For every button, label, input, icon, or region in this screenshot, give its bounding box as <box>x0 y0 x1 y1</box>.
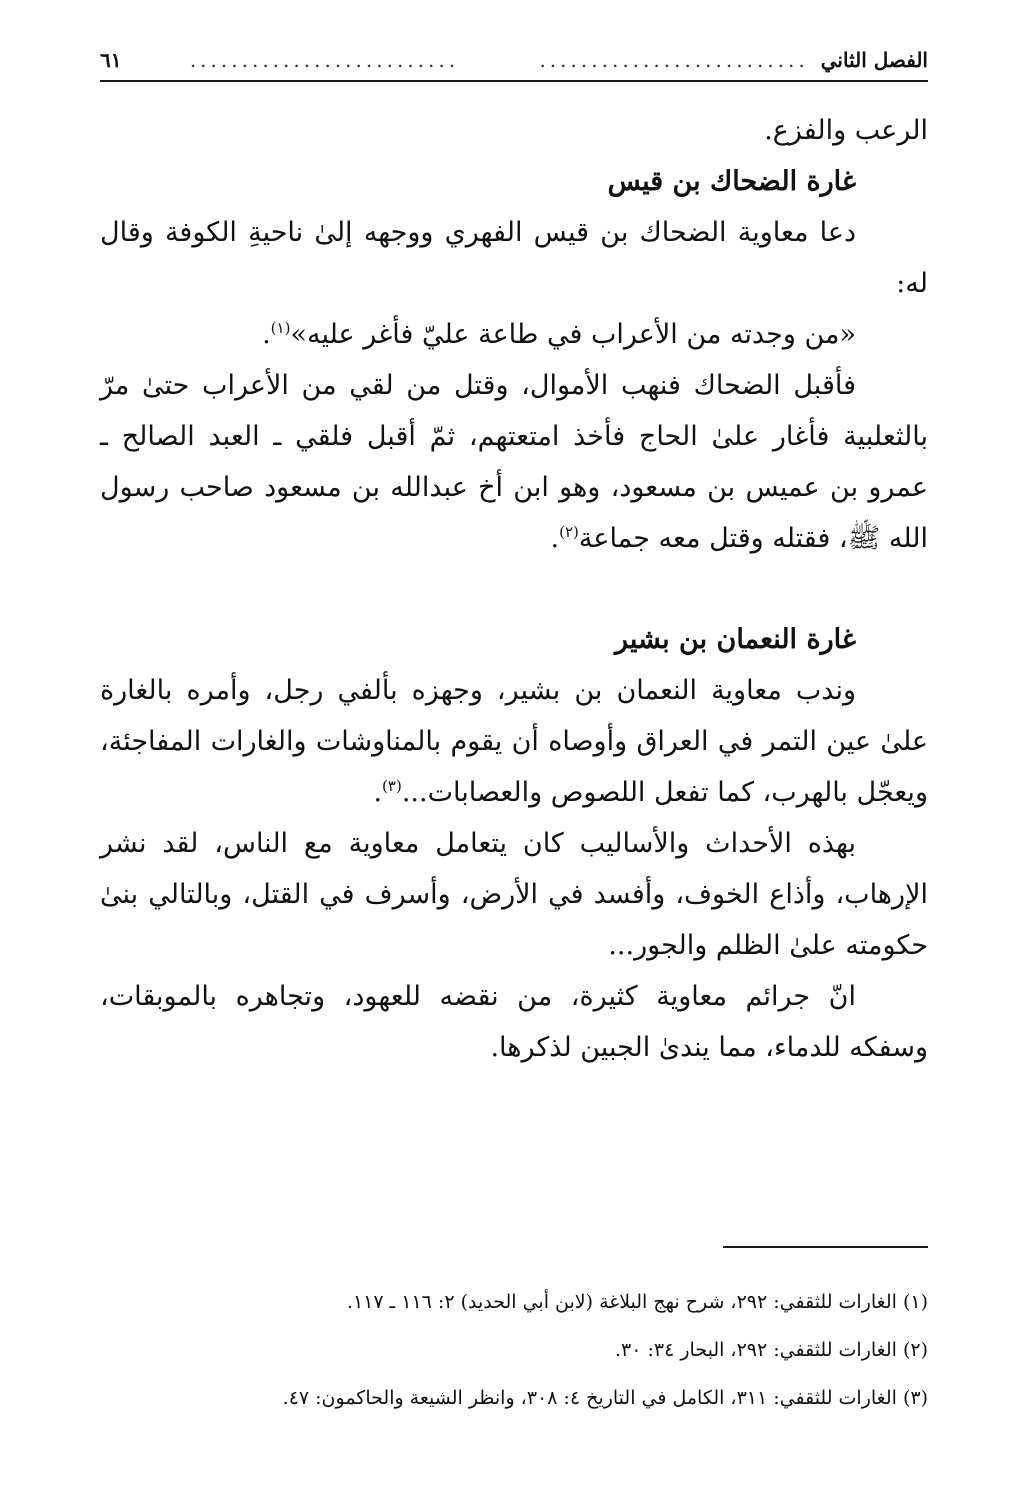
paragraph: بهذه الأحداث والأساليب كان يتعامل معاوية مع الناس، لقد نشر الإرهاب، وأذاع الخوف، وأفسد في الأرض، وأسرف في القتل، وبالتالي بنىٰ حكومته علىٰ الظلم والجور... <box>100 828 928 961</box>
paragraph-continuation: الرعب والفزع. <box>764 115 928 146</box>
page-number: ٦١ <box>99 48 122 72</box>
paragraph: دعا معاوية الضحاك بن قيس الفهري ووجهه إلىٰ ناحيةِ الكوفة وقال له: <box>100 217 928 299</box>
punctuation: . <box>373 777 383 808</box>
section-heading-dahhak: غارة الضحاك بن قيس <box>607 166 856 197</box>
punctuation: . <box>262 319 271 350</box>
footnote-3: (٣) الغارات للثقفي: ٣١١، الكامل في التاريخ ٤: ٣٠٨، وانظر الشيعة والحاكمون: ٤٧. <box>282 1387 928 1409</box>
footnote-2: (٢) الغارات للثقفي: ٢٩٢، البحار ٣٤: ٣٠. <box>614 1339 928 1361</box>
punctuation: . <box>550 523 560 554</box>
section-heading-numan: غارة النعمان بن بشير <box>614 624 856 655</box>
footnotes <box>100 1278 928 1422</box>
quote-text: «من وجدته من الأعراب في طاعة عليّ فأغر عليه» <box>290 319 856 350</box>
chapter-title: الفصل الثاني <box>820 48 928 72</box>
section-gap <box>100 564 928 614</box>
paragraph <box>100 665 928 818</box>
paragraph: انّ جرائم معاوية كثيرة، من نقضه للعهود، وتجاهره بالموبقات، وسفكه للدماء، مما يندىٰ الجبين لذكرها. <box>100 981 928 1063</box>
main-text <box>100 105 928 1073</box>
quote-paragraph <box>100 309 928 360</box>
footnote-ref-1: (١) <box>270 319 291 337</box>
footnote-1: (١) الغارات للثقفي: ٢٩٢، شرح نهج البلاغة (لابن أبي الحديد) ٢: ١١٦ ـ ١١٧. <box>346 1291 928 1313</box>
paragraph-text: فأقبل الضحاك فنهب الأموال، وقتل من لقي من الأعراب حتىٰ مرّ بالثعلبية فأغار علىٰ الحاج فأخذ امتعتهم، ثمّ أقبل فلقي ـ العبد الصالح ـ عمرو بن عميس بن مسعود، وهو ابن أخ عبدالله بن مسعود صاحب رسول الله ﷺ، فقتله وقتل معه جماعة <box>100 370 928 554</box>
leader-dots-right: .......................... <box>539 48 809 72</box>
footnote-ref-3: (٣) <box>382 777 402 795</box>
running-head <box>100 40 928 82</box>
leader-dots-left: .......................... <box>189 48 460 72</box>
paragraph <box>100 360 928 564</box>
paragraph-text: وندب معاوية النعمان بن بشير، وجهزه بألفي رجل، وأمره بالغارة علىٰ عين التمر في العراق وأوصاه أن يقوم بالمناوشات والغارات المفاجئة، ويعجّل بالهرب، كما تفعل اللصوص والعصابات... <box>100 675 928 808</box>
footnote-separator <box>723 1246 928 1248</box>
footnote-ref-2: (٢) <box>559 523 579 541</box>
